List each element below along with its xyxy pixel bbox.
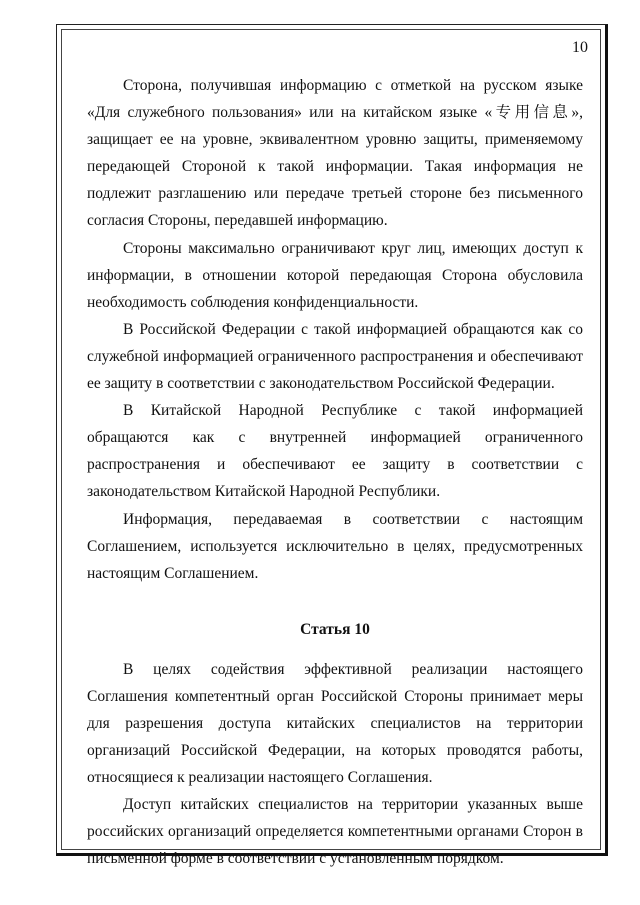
paragraph: В Российской Федерации с такой информацией обращаются как со служебной информацией ограниченного распространения и обеспечивают ее защиту в соответствии с законодательством Российской Федерации. [87,320,583,393]
paragraph: Сторона, получившая информацию с отметкой на русском языке «Для служебного пользования» или на китайском языке «专用信息», защищает ее на уровне, эквивалентном уровню защиты, применяемому передающей Стороной к такой информации. Такая информация не подлежит разглашению или передаче третьей стороне без письменного согласия Стороны, передавшей информацию. [87,77,583,230]
paragraph: В Китайской Народной Республике с такой информацией обращаются как с внутренней информацией ограниченного распространения и обеспечивают ее защиту в соответствии с законодательством Китайской Народной Республики. [87,402,583,501]
paragraph: Доступ китайских специалистов на территории указанных выше российских организаций определяется компетентными органами Сторон в письменной форме в соответствии с установленным порядком. [87,796,583,868]
paragraph: Стороны максимально ограничивают круг лиц, имеющих доступ к информации, в отношении которой передающая Сторона обусловила необходимость соблюдения конфиденциальности. [87,239,583,311]
article-heading: Статья 10 [300,620,370,638]
page-number: 10 [572,39,588,56]
document-body [87,72,583,873]
paragraph: В целях содействия эффективной реализации настоящего Соглашения компетентный орган Российской Стороны принимает меры для разрешения доступа китайских специалистов на территории организаций Российской Федерации, на которых проводятся работы, относящиеся к реализации настоящего Соглашения. [87,660,583,787]
paragraph: Информация, передаваемая в соответствии с настоящим Соглашением, используется исключительно в целях, предусмотренных настоящим Соглашением. [87,510,583,582]
